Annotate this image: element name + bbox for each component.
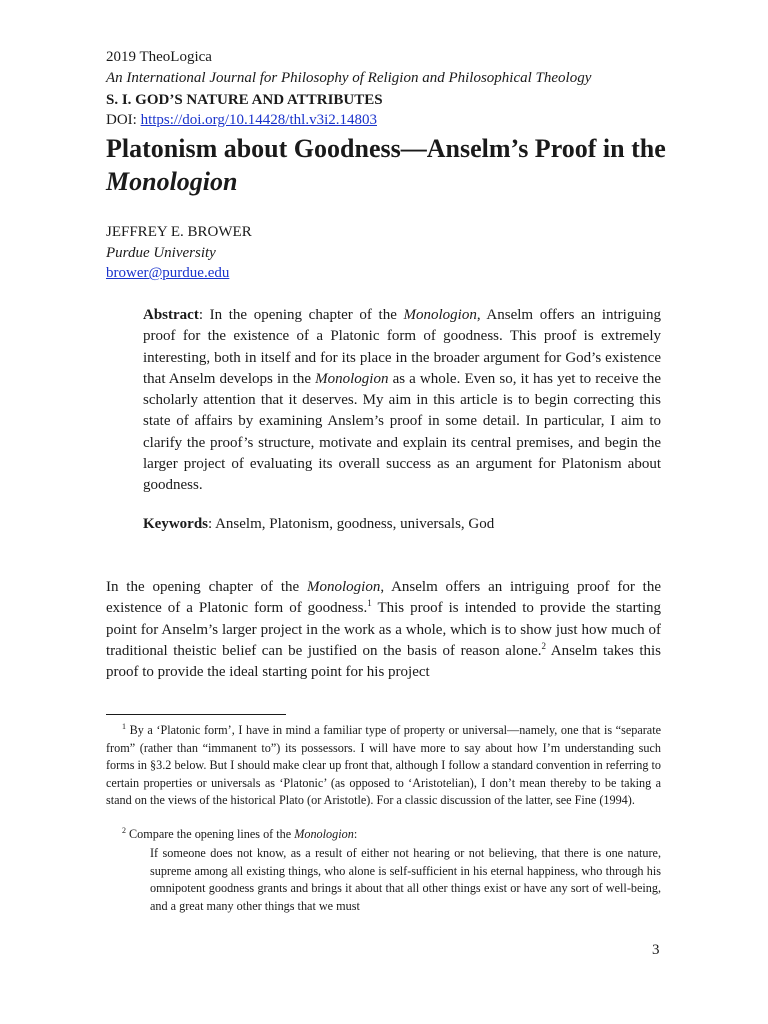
keywords-text: : Anselm, Platonism, goodness, universals, God	[208, 516, 495, 532]
footnote-1-mark: 1	[122, 721, 126, 731]
journal-year: 2019 TheoLogica	[106, 49, 212, 65]
author-email-link[interactable]: brower@purdue.edu	[106, 265, 230, 281]
abstract-label: Abstract	[143, 307, 199, 323]
footnote-ref-2[interactable]: 2	[541, 640, 547, 651]
footnote-2-text-a: Compare the opening lines of the	[126, 827, 295, 841]
footnote-2-quote: If someone does not know, as a result of either not hearing or not believing, that there is one nature, supreme among all existing things, who alone is self-sufficient in his eternal happiness, who through his omnipotent goodness grants and brings it about that all other things exist or have any sort of well-being, and a great many other things that we must	[150, 846, 661, 913]
doi-link[interactable]: https://doi.org/10.14428/thl.v3i2.14803	[140, 112, 377, 128]
body-paragraph	[106, 577, 661, 683]
title-main: Platonism about Goodness—Anselm’s Proof in the	[106, 134, 666, 163]
keywords-label: Keywords	[143, 516, 208, 532]
abstract-text-3: as a whole. Even so, it has yet to receive the scholarly attention that it deserves. My aim in this article is to begin correcting this state of affairs by examining Anslem’s proof in some detail. In particular, I aim to clarify the proof’s structure, motivate and explain its central premises, and begin the larger project of evaluating its overall success as an argument for Platonism about goodness.	[143, 370, 661, 494]
doi-label: DOI:	[106, 112, 141, 128]
article-title	[106, 132, 666, 198]
abstract-italic-2: Monologion	[315, 370, 389, 387]
footnote-ref-1[interactable]: 1	[367, 598, 372, 609]
author-name: JEFFREY E. BROWER	[106, 224, 252, 240]
body-text-1: In the opening chapter of the	[106, 579, 307, 595]
footnote-2-mark: 2	[122, 825, 126, 835]
footnote-1	[106, 722, 661, 810]
footnote-1-text: By a ‘Platonic form’, I have in mind a familiar type of property or universal—namely, one that is “separate from” (rather than “immanent to”) its possessors. I will have more to say about how I’m understanding such forms in §3.2 below. But I should make clear up front that, although I follow a standard convention in referring to certain properties or universals as ‘Platonic’ (as opposed to ‘Aristotelian), I don’t mean thereby to be taking a stand on the views of the historical Plato (or Aristotle). For a classic discussion of the latter, see Fine (1994).	[106, 723, 661, 808]
abstract-italic-1: Monologion	[403, 307, 477, 323]
author-email-line	[106, 263, 229, 284]
body-text-2: , Anselm offers an intriguing proof for the existence of a Platonic form of goodness.	[106, 579, 661, 617]
title-italic: Monologion	[106, 167, 238, 196]
section-heading: S. I. GOD’S NATURE AND ATTRIBUTES	[106, 92, 383, 108]
body-text-4: Anselm takes this proof to provide the ideal starting point for his project	[106, 642, 661, 681]
doi-line	[106, 110, 377, 131]
abstract-text-2: , Anselm offers an intriguing proof for the existence of a Platonic form of goodness. This proof is extremely interesting, both in itself and for its place in the broader argument for God’s existence that Anselm develops in the	[143, 307, 661, 387]
body-text-3: This proof is intended to provide the starting point for Anselm’s larger project in the work as a whole, which is to show just how much of traditional theistic belief can be justified on the basis of reason alone.	[106, 600, 661, 659]
page-number: 3	[652, 942, 660, 958]
footnote-2-italic: Monologion	[294, 827, 354, 841]
author-affiliation: Purdue University	[106, 245, 216, 261]
abstract-text-1: : In the opening chapter of the	[198, 307, 404, 323]
footnote-2	[106, 826, 661, 844]
footnote-2-text-b: :	[353, 827, 358, 841]
keywords	[143, 514, 661, 535]
body-italic: Monologion	[307, 579, 381, 595]
abstract	[143, 305, 661, 497]
journal-subtitle: An International Journal for Philosophy of Religion and Philosophical Theology	[106, 70, 592, 86]
footnote-separator	[106, 714, 286, 715]
